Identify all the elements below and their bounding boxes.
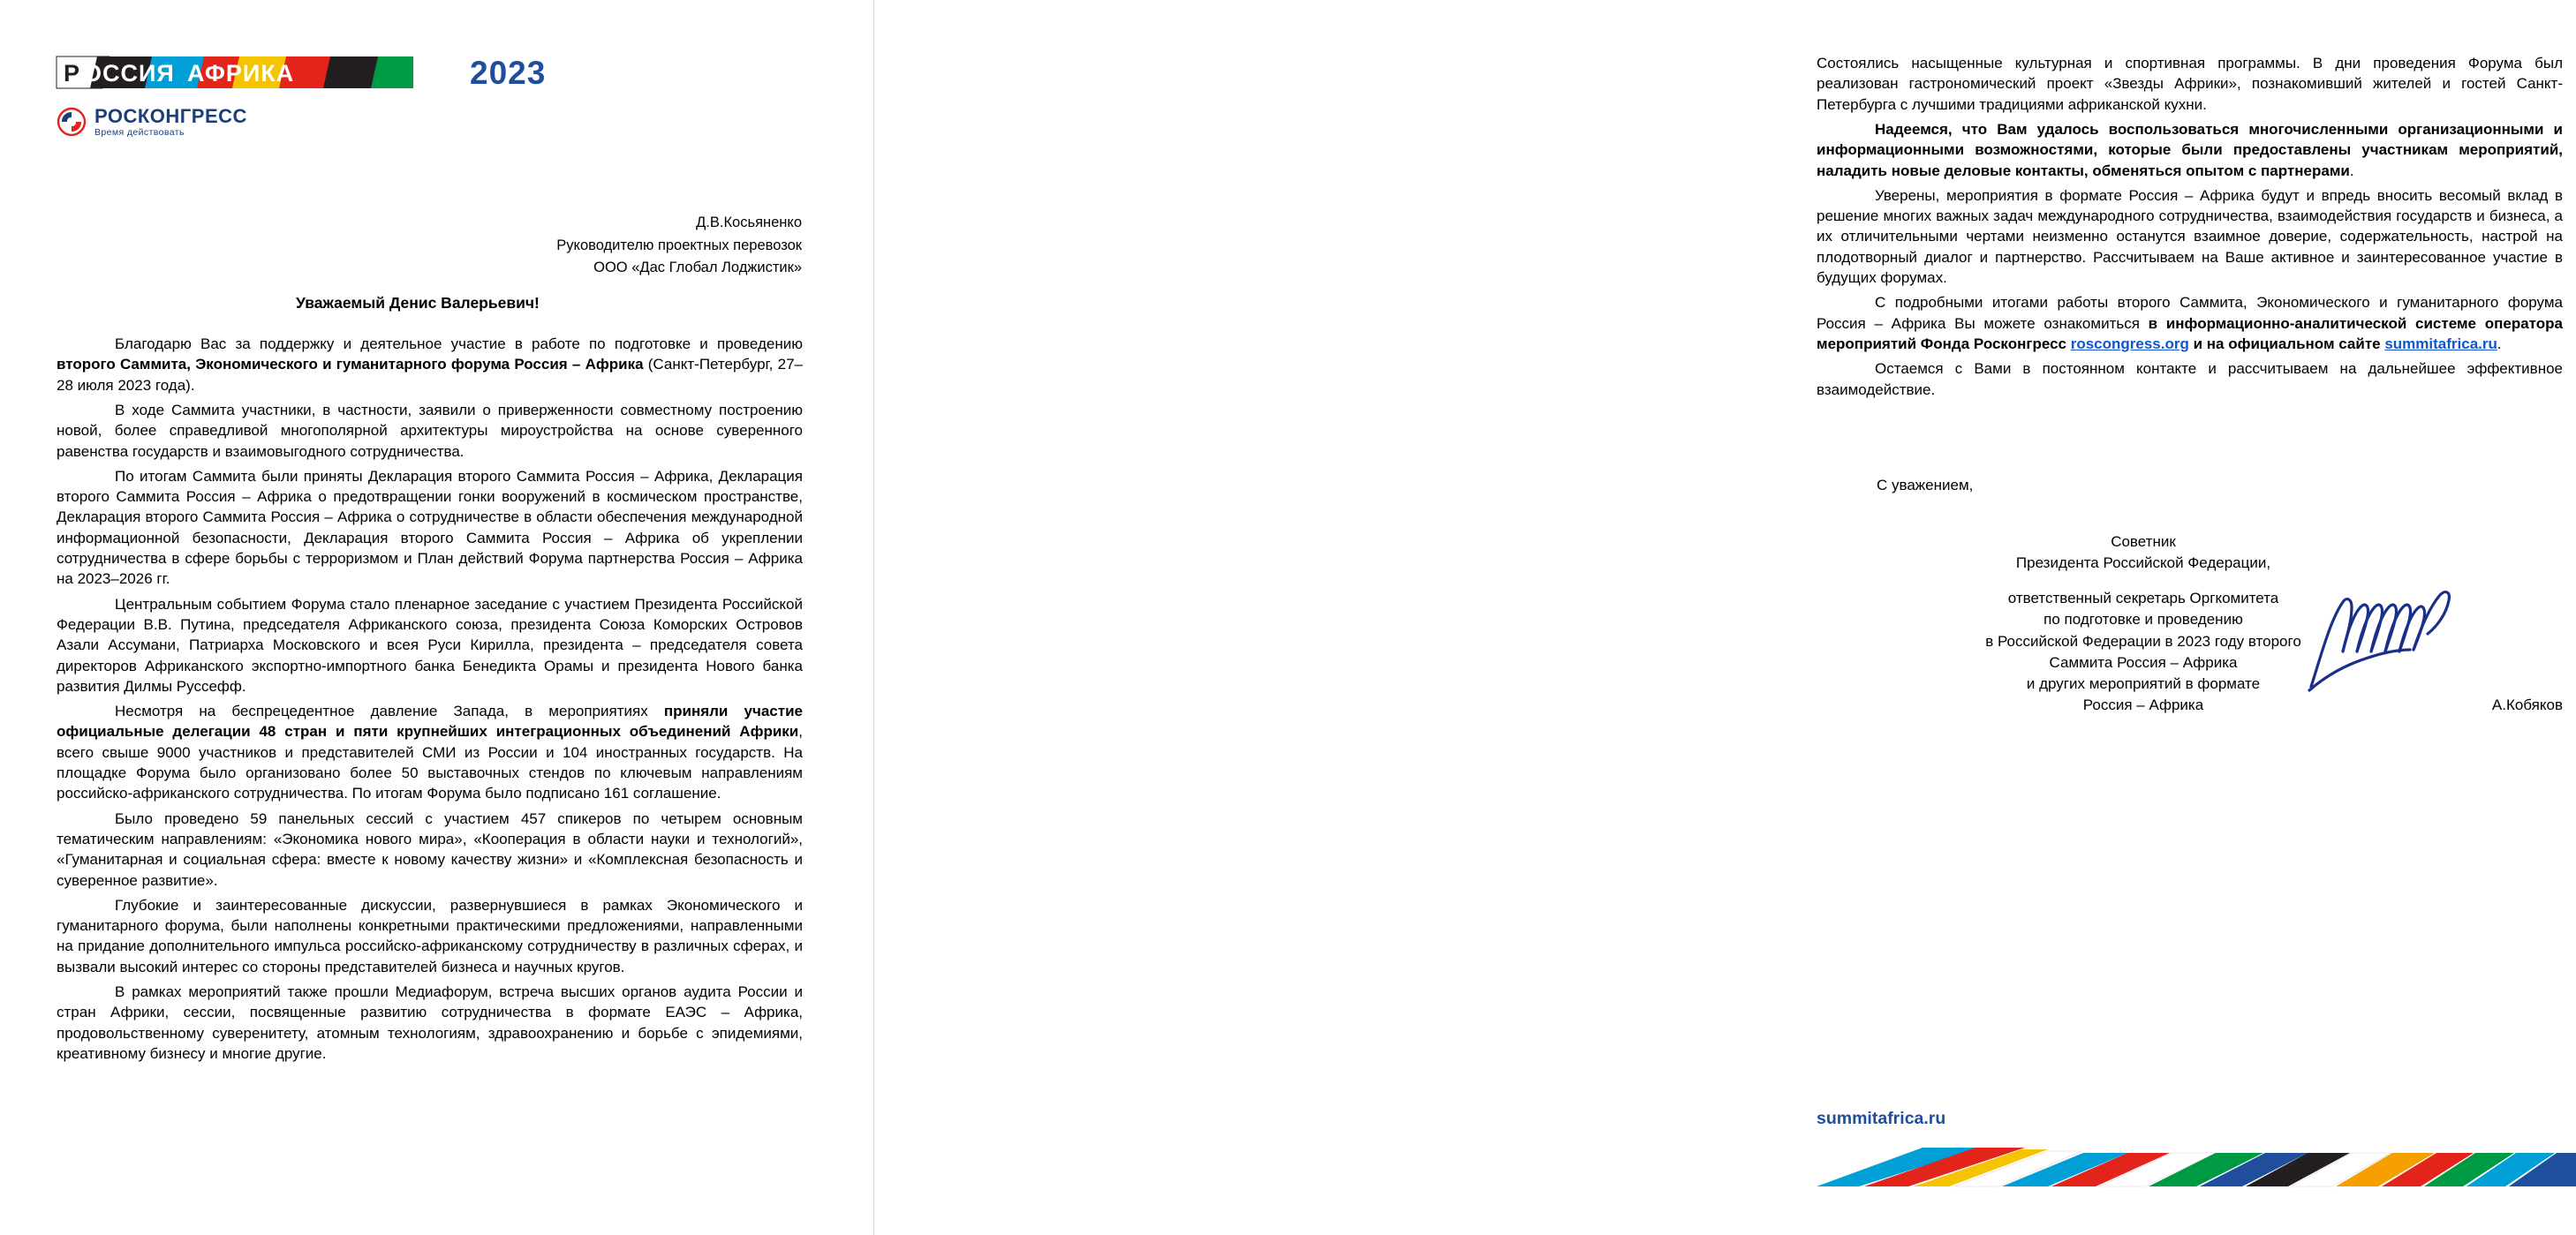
p12-bold: в информационно-аналитической системе оператора мероприятий Фонда Росконгресс: [1817, 314, 2563, 352]
p1-part-a: Благодарю Вас за поддержку и деятельное участие в работе по подготовке и проведению: [115, 335, 803, 352]
paragraph-2: В ходе Саммита участники, в частности, заявили о приверженности совместному построению новой, более справедливой многополярной архитектуры мироустройства на основе суверенного равенства государств и взаимовыгодного сотрудничества.: [57, 401, 803, 460]
paragraph-9: Состоялись насыщенные культурная и спортивная программы. В дни проведения Форума был реализован гастрономический проект «Звезды Африки», познакомивший жителей и гостей Санкт-Петербурга с лучшими традициями африканской кухни.: [1817, 55, 2563, 113]
p12-part-a: С подробными итогами работы второго Саммита, Экономического и гуманитарного форума Россия – Африка Вы можете ознакомиться: [1817, 294, 2563, 332]
signatory-title-line-4: по подготовке и проведению: [2043, 611, 2243, 629]
paragraph-13: Остаемся с Вами в постоянном контакте и рассчитываем на дальнейшее эффективное взаимодействие.: [1817, 360, 2563, 398]
signature-block: [1817, 477, 2563, 716]
roscongress-mark-icon: [57, 107, 87, 137]
handwritten-signature: [2304, 583, 2569, 706]
addressee-block: [336, 212, 802, 280]
paragraph-8: В рамках мероприятий также прошли Медиафорум, встреча высших органов аудита России и стран Африки, сессии, посвященные развитию сотрудничества в формате ЕАЭС – Африка, продовольственному суверенитету, атомным технологиям, здравоохранению и борьбе с эпидемиями, креативному бизнесу и многие другие.: [57, 983, 803, 1062]
letter-body-right: [1817, 53, 2563, 404]
addressee-company: ООО «Дас Глобал Лоджистик»: [593, 260, 802, 276]
paragraph-11: Уверены, мероприятия в формате Россия – Африка будут и впредь вносить весомый вклад в решение многих важных задач международного сотрудничества, взаимодействия государств и бизнеса, а их отличительными чертами неизменно останутся взаимное доверие, содержательность, настрой на плодотворный диалог и партнерство. Рассчитываем на Ваше активное и заинтересованное участие в будущих форумах.: [1817, 186, 2563, 286]
roscongress-logo: [57, 106, 604, 138]
p5-bold: приняли участие официальные делегации 48 стран и пяти крупнейших интеграционных объединений Африки: [57, 703, 803, 741]
russia-africa-logo: [57, 53, 454, 92]
paragraph-1: [57, 334, 803, 395]
paragraph-6: Было проведено 59 панельных сессий с участием 457 спикеров по четырем основным тематическим направлениям: «Экономика нового мира», «Кооперация в области науки и технологий», «Гуманитарная и социальная сфера: вместе к новому качеству жизни» и «Комплексная безопасность и суверенное развитие».: [57, 810, 803, 889]
roscongress-tagline: Время действовать: [94, 127, 185, 139]
paragraph-3: По итогам Саммита были приняты Декларация второго Саммита Россия – Африка, Декларация второго Саммита Россия – Африка о предотвращении гонки вооружений в космическом пространстве, Декларация второго Саммита Россия – Африка о сотрудничестве в области обеспечения международной информационной безопасности, Декларация второго Саммита Россия – Африка об укреплении сотрудничества в сфере борьбы с терроризмом и План действий Форума партнерства Россия – Африка на 2023–2026 гг.: [57, 467, 803, 588]
signatory-title-line-3: ответственный секретарь Оргкомитета: [2007, 590, 2279, 607]
salutation: Уважаемый Денис Валерьевич!: [296, 294, 540, 312]
addressee-position: Руководителю проектных перевозок: [556, 237, 802, 253]
signatory-title-line-7: и других мероприятий в формате: [2026, 674, 2261, 692]
p1-bold: второго Саммита, Экономического и гуманитарного форума Россия – Африка: [57, 356, 644, 373]
p10-tail: .: [2349, 162, 2354, 179]
p5-part-c: , всего свыше 9000 участников и представителей СМИ из России и 104 иностранных государств. На площадке Форума было организовано более 50 выставочных стендов по ключевым направлениям российско-африканского сотрудничества. По итогам Форума было подписано 161 соглашение.: [57, 723, 803, 802]
paragraph-5: [57, 701, 803, 803]
link-summitafrica[interactable]: summitafrica.ru: [2384, 335, 2497, 352]
p10-bold: Надеемся, что Вам удалось воспользоваться многочисленными организационными и информационными возможностями, которые были предоставлены участникам мероприятий, наладить новые деловые контакты, обменяться опытом с партнерами: [1817, 120, 2563, 179]
p5-part-a: Несмотря на беспрецедентное давление Запада, в мероприятиях: [115, 703, 664, 720]
p1-part-c: (Санкт-Петербург, 27–28 июля 2023 года).: [57, 356, 803, 394]
svg-text:ОССИЯ: ОССИЯ: [83, 60, 175, 87]
paragraph-12: [1817, 292, 2563, 354]
paragraph-4: Центральным событием Форума стало пленарное заседание с участием Президента Российской Федерации В.В. Путина, председателя Африканского союза, президента Союза Коморских Островов Азали Ассумани, Патриарха Московского и всея Руси Кирилла, президента – председателя совета директоров Африканского экспортно-импортного банка Бенедикта Орамы и президента Нового банка развития Дилмы Руссефф.: [57, 595, 803, 695]
logo-year: 2023: [470, 54, 547, 91]
roscongress-text: [94, 106, 247, 138]
signatory-title-line-8: Россия – Африка: [2082, 696, 2204, 713]
link-roscongress[interactable]: roscongress.org: [2070, 335, 2189, 352]
paragraph-7: Глубокие и заинтересованные дискуссии, развернувшиеся в рамках Экономического и гуманитарного форума, были наполнены конкретными практическими предложениями, направленными на придание дополнительного импульса российско-африканскому сотрудничеству в различных сферах, и вызвали высокий интерес со стороны представителей бизнеса и научных кругов.: [57, 896, 803, 975]
event-logo-block: [57, 53, 604, 138]
right-page: [873, 0, 2563, 1235]
signature-regards: С уважением,: [1877, 477, 1974, 493]
p12-part-c: и на официальном сайте: [2188, 335, 2385, 352]
p12-part-d: .: [2497, 335, 2502, 352]
logo-row: [57, 53, 604, 92]
roscongress-name: РОСКОНГРЕСС: [94, 105, 247, 127]
addressee-name: Д.В.Косьяненко: [696, 215, 802, 230]
signatory-title-line-2: Президента Российской Федерации,: [2015, 554, 2271, 572]
footer-website-url[interactable]: summitafrica.ru: [1817, 1109, 1946, 1128]
signatory-title-line-6: Саммита Россия – Африка: [2049, 653, 2238, 671]
svg-text:АФРИКА: АФРИКА: [187, 60, 295, 87]
paragraph-10: [1817, 119, 2563, 181]
signatory-title-line-5: в Российской Федерации в 2023 году второго: [1985, 632, 2301, 650]
letter-body-left: [57, 334, 803, 1068]
signatory-title-line-1: Советник: [2111, 533, 2176, 550]
svg-text:Р: Р: [64, 60, 81, 87]
footer-decorative-graphic: [1817, 1141, 2576, 1192]
signatory-name: А.Кобяков: [2491, 697, 2563, 713]
left-page: [0, 0, 873, 1235]
